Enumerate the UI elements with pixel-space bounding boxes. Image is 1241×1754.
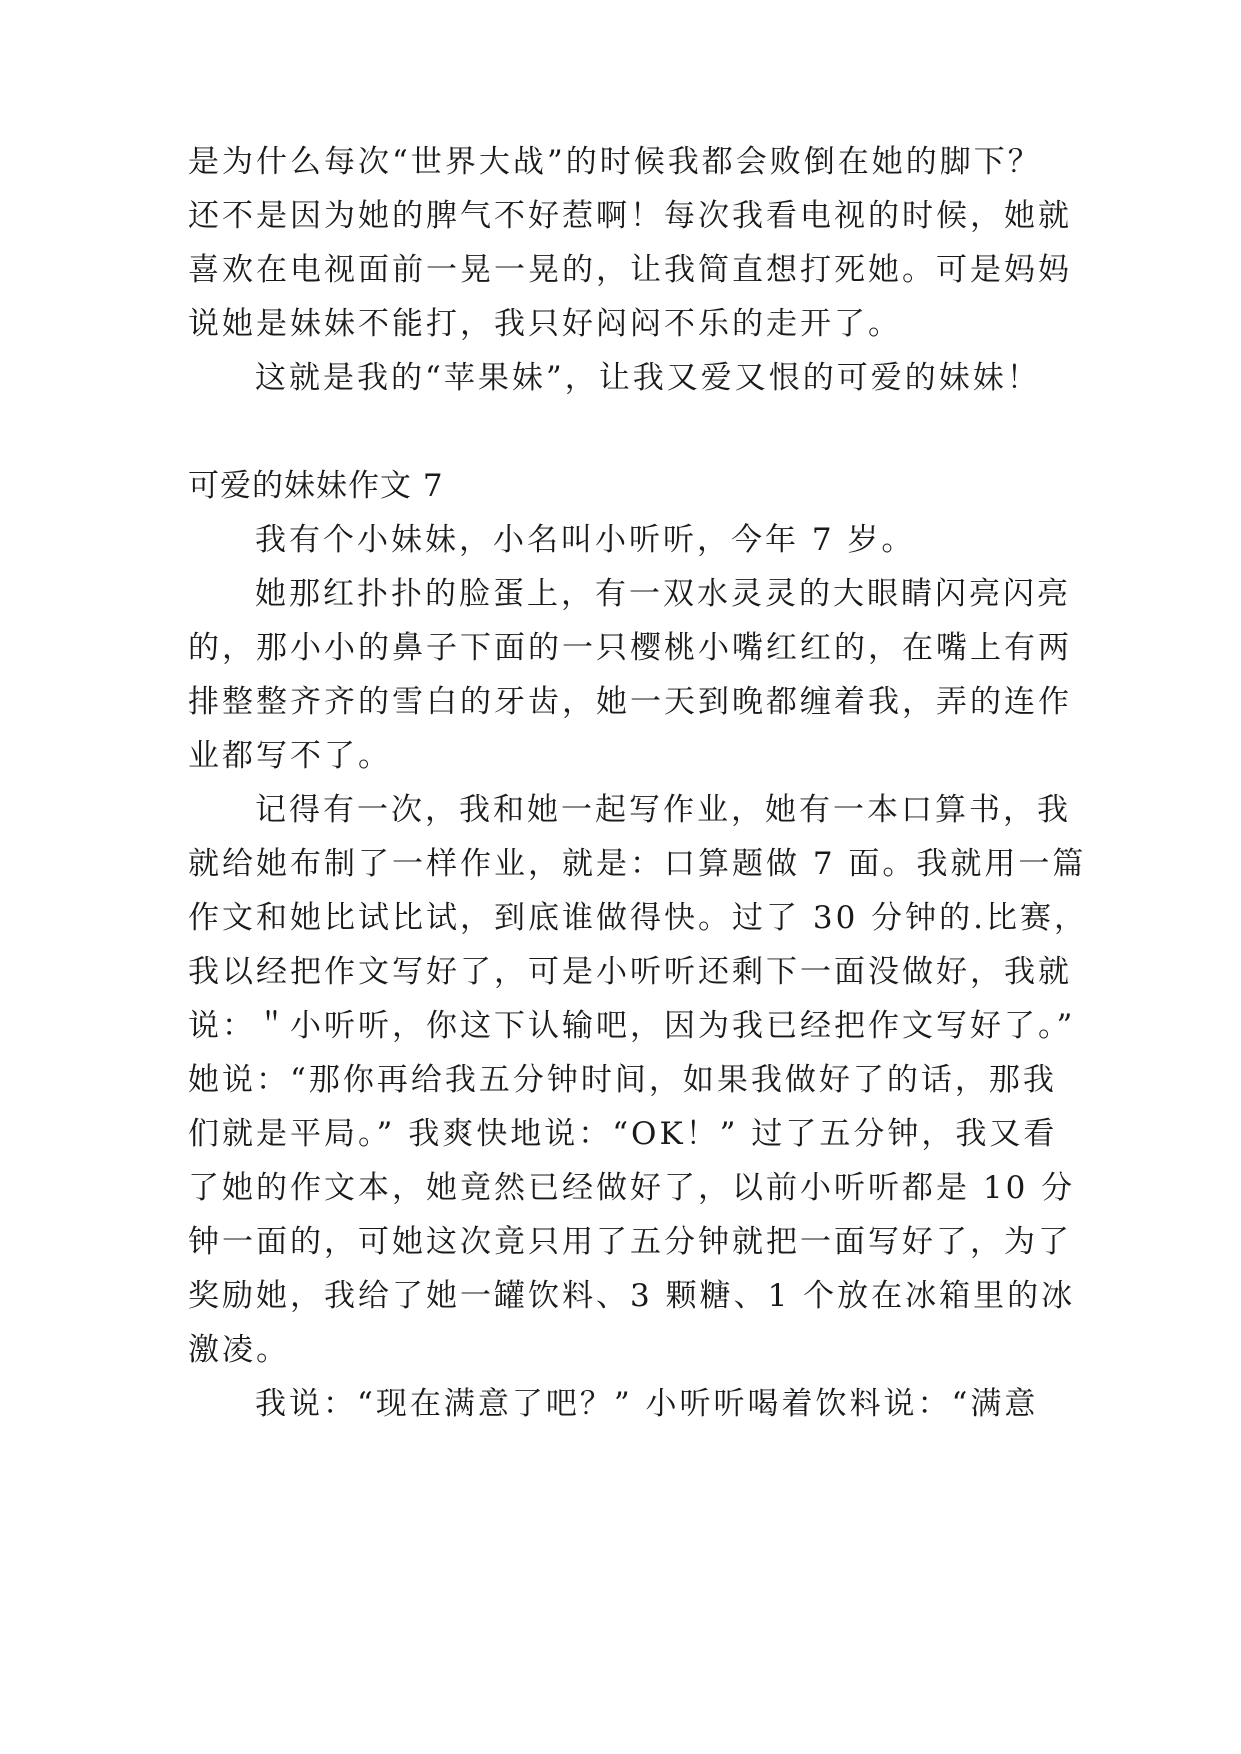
text-line: 是为什么每次“世界大战”的时候我都会败倒在她的脚下？: [188, 144, 1042, 180]
text-line: 还不是因为她的脾气不好惹啊！每次我看电视的时候，她就: [188, 198, 1072, 234]
text-line: 业都写不了。: [188, 738, 392, 774]
paragraph-line: 记得有一次，我和她一起写作业，她有一本口算书，我: [255, 792, 1071, 828]
paragraph-line: 她那红扑扑的脸蛋上，有一双水灵灵的大眼睛闪亮闪亮: [255, 576, 1071, 612]
text-line: 就给她布制了一样作业，就是：口算题做 7 面。我就用一篇: [188, 846, 1087, 882]
text-line: 钟一面的，可她这次竟只用了五分钟就把一面写好了，为了: [188, 1224, 1072, 1260]
text-line: 她说：“那你再给我五分钟时间，如果我做好了的话，那我: [188, 1062, 1057, 1098]
text-line: 的，那小小的鼻子下面的一只樱桃小嘴红红的，在嘴上有两: [188, 630, 1072, 666]
paragraph-line: 我有个小妹妹，小名叫小听听，今年 7 岁。: [255, 522, 916, 558]
text-line: 奖励她，我给了她一罐饮料、3 颗糖、1 个放在冰箱里的冰: [188, 1278, 1076, 1314]
text-line: 们就是平局。” 我爽快地说：“OK！” 过了五分钟，我又看: [188, 1116, 1058, 1152]
text-line: 说：＂小听听，你这下认输吧，因为我已经把作文写好了。”: [188, 1008, 1076, 1044]
text-line: 作文和她比试比试，到底谁做得快。过了 30 分钟的.比赛，: [188, 900, 1089, 936]
text-line: 我以经把作文写好了，可是小听听还剩下一面没做好，我就: [188, 954, 1072, 990]
text-line: 排整整齐齐的雪白的牙齿，她一天到晚都缠着我，弄的连作: [188, 684, 1072, 720]
paragraph-line: 我说：“现在满意了吧？” 小听听喝着饮料说：“满意: [255, 1386, 1039, 1422]
text-line: 激凌。: [188, 1332, 290, 1368]
paragraph-line: 这就是我的“苹果妹”，让我又爱又恨的可爱的妹妹！: [255, 360, 1041, 396]
text-line: 了她的作文本，她竟然已经做好了，以前小听听都是 10 分: [188, 1170, 1076, 1206]
text-line: 喜欢在电视面前一晃一晃的，让我简直想打死她。可是妈妈: [188, 252, 1072, 288]
section-title: 可爱的妹妹作文 7: [188, 468, 444, 504]
text-line: 说她是妹妹不能打，我只好闷闷不乐的走开了。: [188, 306, 902, 342]
